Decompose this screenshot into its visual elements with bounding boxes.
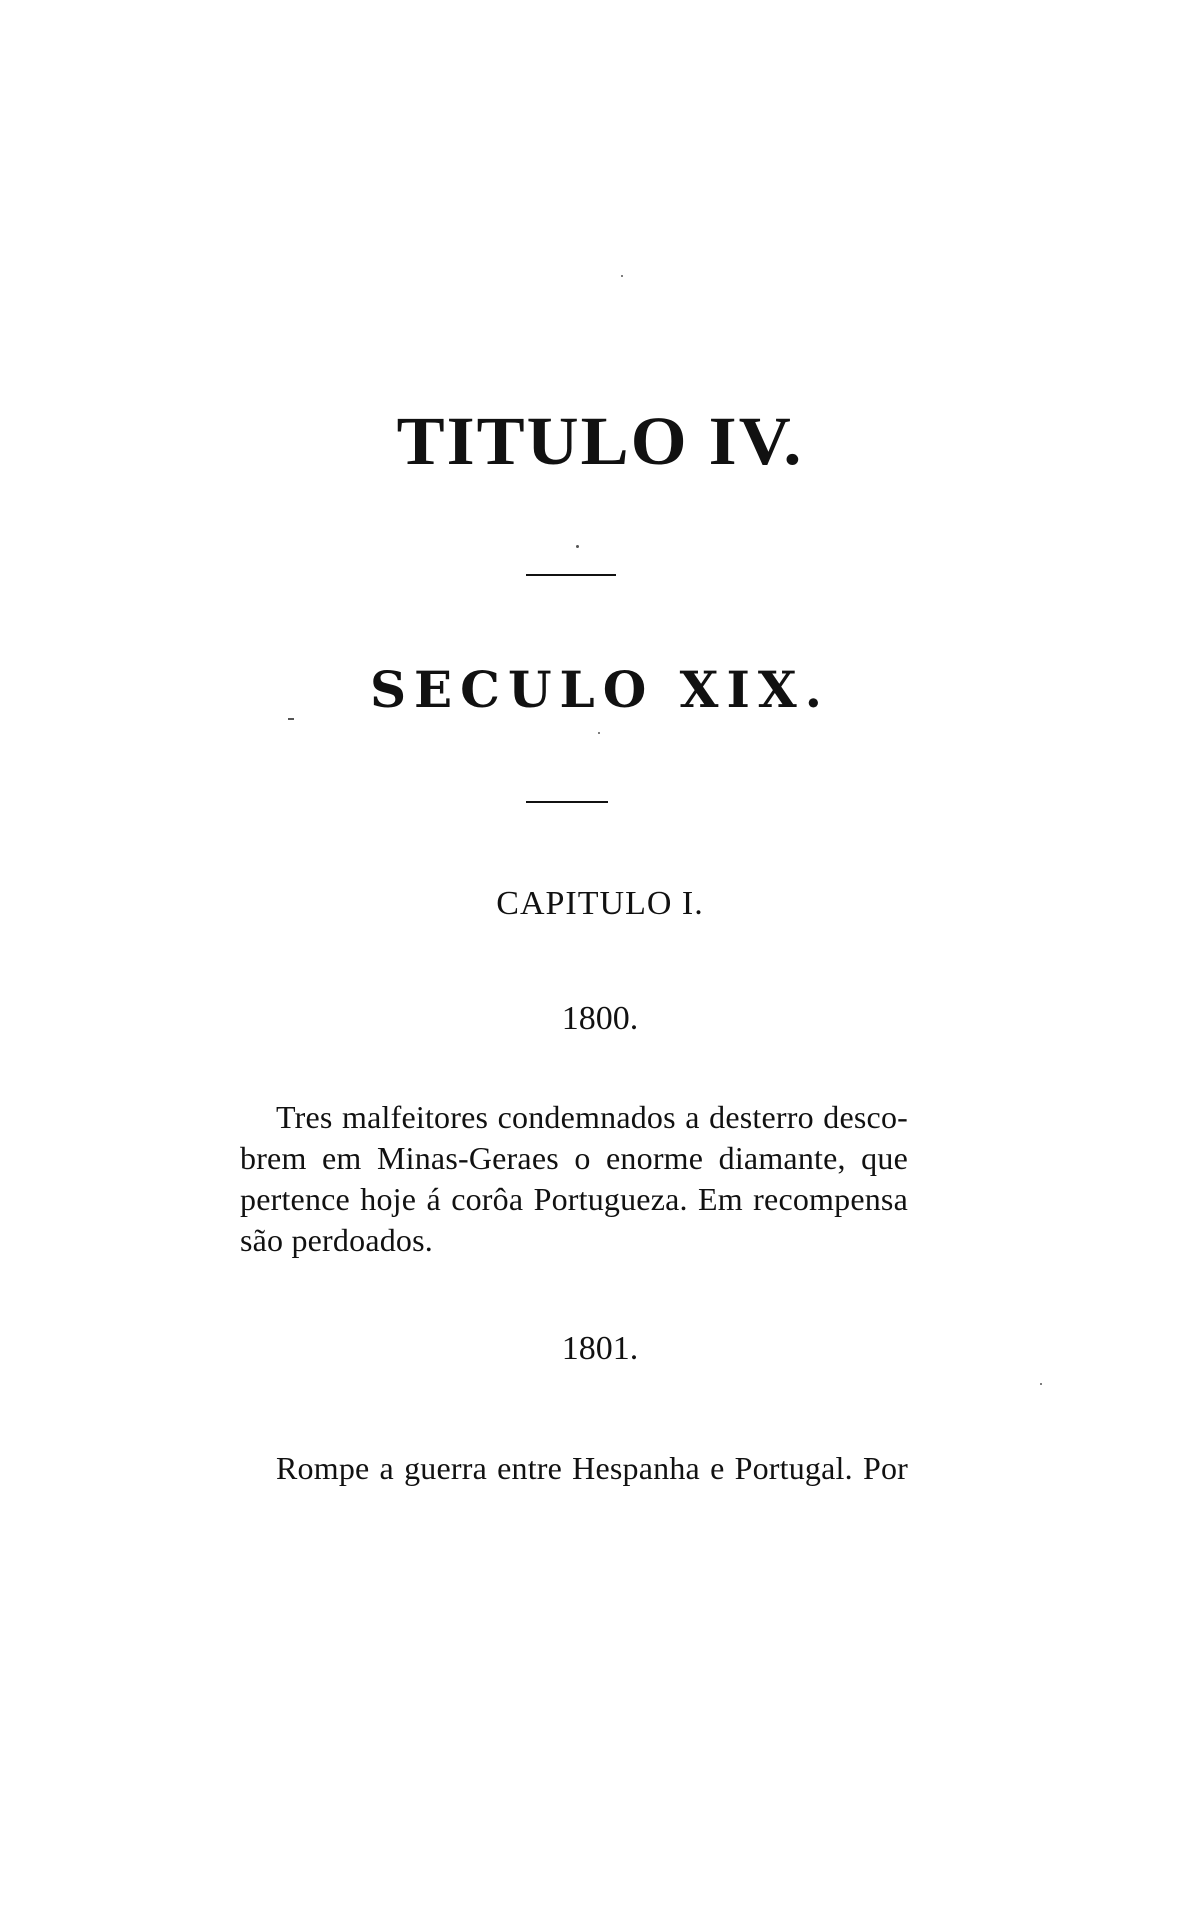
- paragraph-line: Rompe a guerra entre Hespanha e Portugal. Por: [276, 1450, 908, 1486]
- entry-paragraph: [240, 1448, 908, 1489]
- print-speck: [598, 732, 600, 734]
- century-title: SECULO XIX.: [369, 660, 831, 719]
- paragraph-line: pertence hoje á corôa Portugueza. Em recompensa: [240, 1181, 908, 1217]
- divider-rule: [526, 574, 616, 576]
- entry-paragraph: [240, 1097, 908, 1261]
- chapter-heading: CAPITULO I.: [496, 885, 704, 922]
- paragraph-line: são perdoados.: [240, 1222, 433, 1258]
- year-heading: 1801.: [561, 1330, 639, 1367]
- print-speck: [1040, 1383, 1042, 1385]
- paragraph-line: Tres malfeitores condemnados a desterro desco-: [276, 1099, 908, 1135]
- print-speck: [288, 718, 294, 720]
- print-speck: [576, 545, 579, 548]
- print-speck: [621, 275, 623, 277]
- divider-rule: [526, 801, 608, 803]
- part-title: TITULO IV.: [396, 403, 804, 480]
- year-heading: 1800.: [561, 1000, 639, 1037]
- paragraph-line: brem em Minas-Geraes o enorme diamante, que: [240, 1140, 908, 1176]
